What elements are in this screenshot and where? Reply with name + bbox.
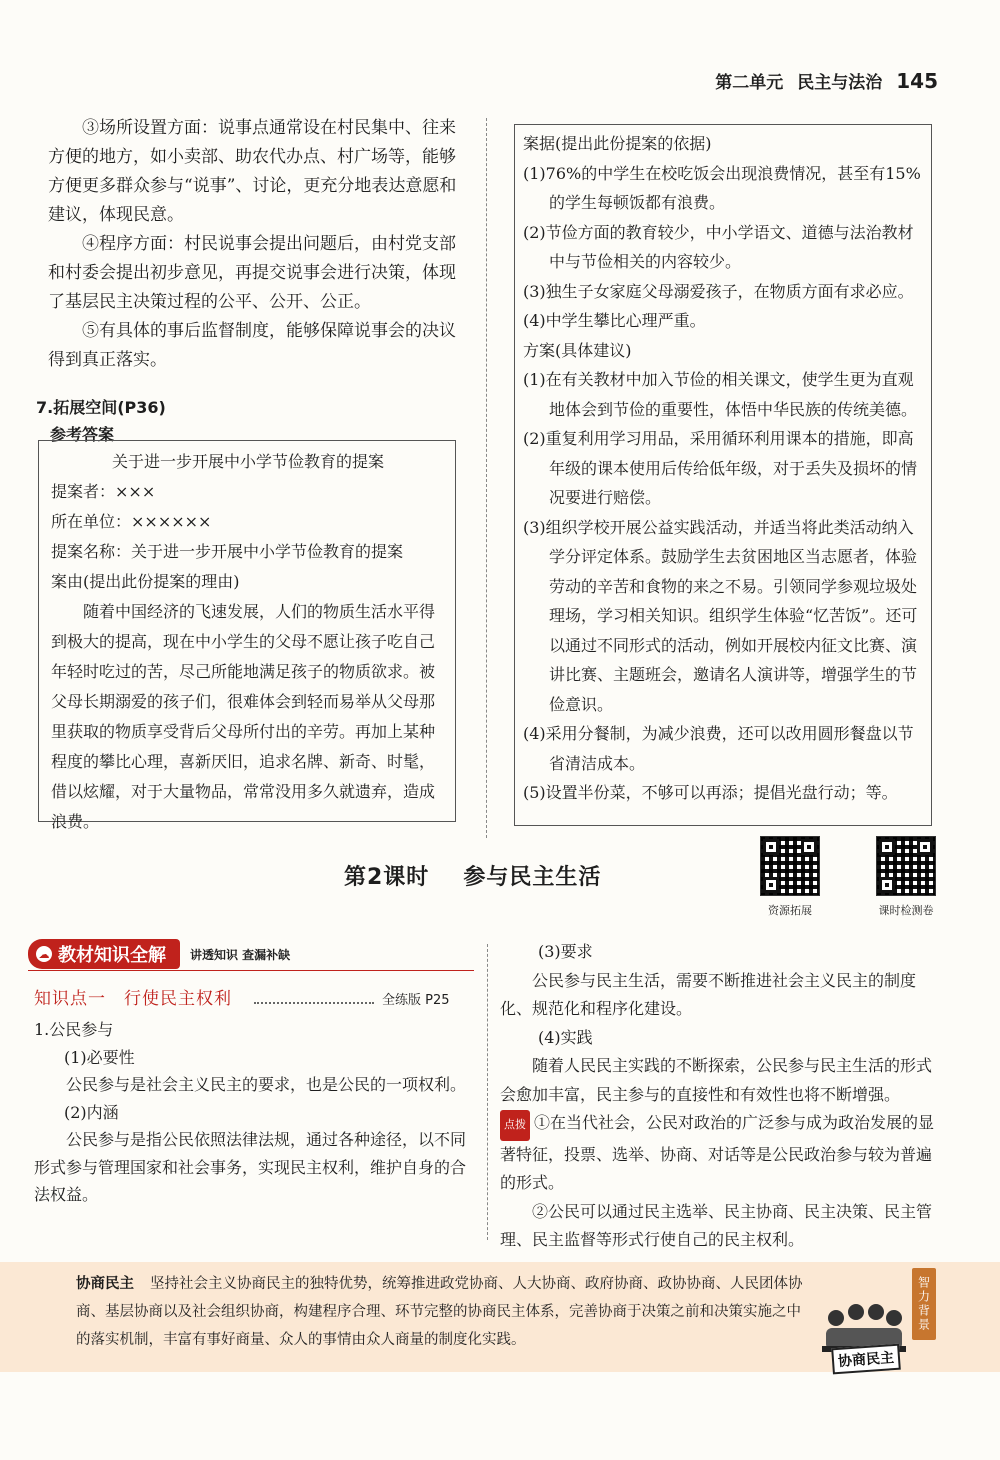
dotted-leader (254, 994, 374, 1004)
qr-caption: 资源拓展 (768, 904, 812, 917)
qr-code-icon[interactable] (760, 836, 820, 896)
proposer-line: 提案者：××× (51, 482, 156, 501)
reason-label: 案由(提出此份提案的理由) (51, 572, 240, 591)
lower-left-text (34, 1016, 478, 1209)
section-banner (28, 940, 290, 968)
unit-line: 所在单位：×××××× (51, 512, 212, 531)
banner-title: 教材知识全解 (58, 945, 166, 966)
plan-item: (3)组织学校开展公益实践活动，并适当将此类活动纳入学分评定体系。鼓励学生去贫困地区当志愿者，体验劳动的辛苦和食物的来之不易。引领同学参观垃圾处理场，学习相关知识。组织学生体验“忆苦饭”。还可以通过不同形式的活动，例如开展校内征文比赛、演讲比赛、主题班会，邀请名人演讲等，增强学生的节俭意识。 (523, 517, 918, 714)
lesson-number: 第2课时 (344, 865, 430, 890)
basis-item: (3)独生子女家庭父母溺爱孩子，在物质方面有求必应。 (523, 281, 914, 301)
heading: 1.公民参与 (34, 1020, 114, 1039)
basis-item: (2)节俭方面的教育较少，中小学语文、道德与法治教材中与节俭相关的内容较少。 (523, 222, 914, 271)
lesson-name: 参与民主生活 (463, 865, 602, 890)
column-divider (487, 944, 488, 1240)
note-text: ①在当代社会，公民对政治的广泛参与成为政治发展的显著特征，投票、选举、协商、对话等是公民政治参与较为普遍的形式。 (500, 1113, 935, 1192)
qr-code-icon[interactable] (876, 836, 936, 896)
answer-label: 参考答案 (50, 425, 115, 444)
banner-rule (28, 970, 474, 971)
section-heading: 7.拓展空间(P36) (36, 398, 166, 417)
plan-item: (5)设置半份菜，不够可以再添；提倡光盘行动；等。 (523, 783, 898, 802)
plan-item: (4)采用分餐制，为减少浪费，还可以改用圆形餐盘以节省清洁成本。 (523, 724, 914, 773)
topic-label: 民主与法治 (797, 73, 883, 93)
knowledge-point (34, 984, 450, 1009)
paragraph: 随着人民民主实践的不断探索，公民参与民主生活的形式会愈加丰富，民主参与的直接性和有效性也将不断增强。 (500, 1056, 933, 1104)
lesson-title (344, 860, 601, 891)
reason-text: 随着中国经济的飞速发展，人们的物质生活水平得到极大的提高，现在中小学生的父母不愿让孩子吃自己年轻时吃过的苦，尽己所能地满足孩子的物质欲求。被父母长期溺爱的孩子们，很难体会到轻而易举从父母那里获取的物质享受背后父母所付出的辛劳。再加上某种程度的攀比心理，喜新厌旧，追求名牌、新奇、时髦，借以炫耀，对于大量物品，常常没用多久就遗弃，造成浪费。 (51, 602, 436, 831)
page-header (715, 68, 938, 93)
banner-pill (28, 939, 180, 969)
basis-label: 案据(提出此份提案的依据) (523, 134, 712, 153)
cloud-icon: ☁ (36, 946, 52, 962)
subheading: (1)必要性 (64, 1047, 135, 1067)
proposal-title: 关于进一步开展中小学节俭教育的提案 (111, 452, 384, 471)
plan-item: (2)重复利用学习用品，采用循环利用课本的措施，即高年级的课本使用后传给低年级，对于丢失及损坏的情况要进行赔偿。 (523, 429, 918, 507)
page-number: 145 (896, 69, 938, 93)
side-tag: 智力背景 (912, 1268, 936, 1340)
paragraph: ⑤有具体的事后监督制度，能够保障说事会的决议得到真正落实。 (48, 321, 456, 370)
paragraph: 公民参与是社会主义民主的要求，也是公民的一项权利。 (66, 1075, 467, 1094)
knowledge-point-ref: 全练版 P25 (382, 993, 450, 1008)
knowledge-point-label: 知识点一 行使民主权利 (34, 989, 232, 1009)
proposal-name-line: 提案名称：关于进一步开展中小学节俭教育的提案 (51, 542, 404, 561)
basis-item: (1)76%的中学生在校吃饭会出现浪费情况，甚至有15%的学生每顿饭都有浪费。 (523, 163, 921, 212)
proposal-box-left (38, 440, 456, 831)
column-divider (486, 118, 487, 838)
note-tag: 点拨 (500, 1110, 530, 1141)
plan-label: 方案(具体建议) (523, 340, 632, 360)
subheading: (4)实践 (538, 1027, 593, 1047)
note-paragraph (500, 1109, 946, 1198)
subheading: (2)内涵 (64, 1102, 119, 1122)
basis-item: (4)中学生攀比心理严重。 (523, 311, 706, 330)
subheading: (3)要求 (538, 942, 593, 961)
left-top-text (48, 114, 472, 375)
note-paragraph: ②公民可以通过民主选举、民主协商、民主决策、民主管理、民主监督等形式行使自己的民主权利。 (500, 1201, 933, 1249)
proposal-box-right (514, 124, 932, 826)
paragraph: 公民参与是指公民依照法律法规，通过各种途径，以不同形式参与管理国家和社会事务，实现民主权利，维护自身的合法权益。 (34, 1130, 467, 1204)
unit-label: 第二单元 (715, 73, 784, 93)
plan-item: (1)在有关教材中加入节俭的相关课文，使学生更为直观地体会到节俭的重要性，体悟中华民族的传统美德。 (523, 370, 918, 419)
qr-test[interactable] (876, 836, 936, 918)
background-text (76, 1270, 806, 1354)
background-term: 协商民主 (76, 1276, 134, 1292)
qr-resource[interactable] (760, 836, 820, 918)
paragraph: ③场所设置方面：说事点通常设在村民集中、往来方便的地方，如小卖部、助农代办点、村广场等，能够方便更多群众参与“说事”、讨论，更充分地表达意愿和建议，体现民意。 (48, 118, 457, 225)
lower-right-text (500, 938, 946, 1255)
background-body: 坚持社会主义协商民主的独特优势，统筹推进政党协商、人大协商、政府协商、政协协商、人民团体协商、基层协商以及社会组织协商，构建程序合理、环节完整的协商民主体系，完善协商于决策之前和决策实施之中的落实机制，丰富有事好商量、众人的事情由众人商量的制度化实践。 (76, 1276, 803, 1348)
paragraph: ④程序方面：村民说事会提出问题后，由村党支部和村委会提出初步意见，再提交说事会进行决策，体现了基层民主决策过程的公平、公开、公正。 (48, 234, 456, 312)
paragraph: 公民参与民主生活，需要不断推进社会主义民主的制度化、规范化和程序化建设。 (500, 970, 917, 1018)
qr-caption: 课时检测卷 (878, 904, 934, 917)
banner-subtitle: 讲透知识 查漏补缺 (190, 947, 291, 962)
illustration-label: 协商民主 (831, 1344, 901, 1375)
